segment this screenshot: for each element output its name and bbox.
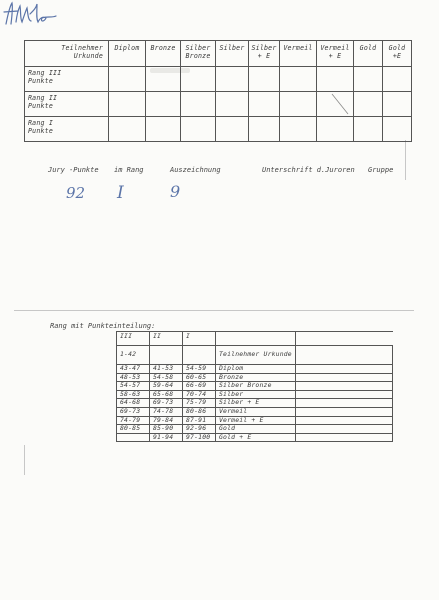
points-cell: [216, 92, 249, 117]
header-cell: Silber Bronze: [181, 41, 216, 67]
award-name-cell: Gold: [216, 425, 296, 434]
points-cell: [317, 117, 354, 142]
points-cell: [383, 92, 412, 117]
points-range-cell: 58-63: [117, 390, 150, 399]
handwritten-award: 9: [170, 182, 181, 201]
points-cell: [146, 117, 181, 142]
table-row: [117, 365, 393, 374]
points-cell: [146, 67, 181, 92]
points-cell: [146, 92, 181, 117]
points-range-cell: 66-69: [183, 382, 216, 391]
points-cell: [181, 92, 216, 117]
header-cell: Diplom: [109, 41, 146, 67]
rank-column-header: I: [183, 332, 216, 346]
points-range-cell: 70-74: [183, 390, 216, 399]
scan-line: [24, 445, 25, 475]
points-cell: [354, 92, 383, 117]
row-label: Rang II Punkte: [25, 92, 109, 117]
points-cell: [383, 67, 412, 92]
points-range-cell: 1-42: [117, 346, 150, 365]
header-cell: Silber + E: [249, 41, 280, 67]
header-cell: Bronze: [146, 41, 181, 67]
rank-column-header: III: [117, 332, 150, 346]
points-cell: [317, 67, 354, 92]
points-cell: [280, 92, 317, 117]
points-range-cell: 80-86: [183, 407, 216, 416]
points-range-cell: 85-90: [150, 425, 183, 434]
award-name-cell: Gold + E: [216, 433, 296, 442]
extra-cell: [295, 373, 392, 382]
table-row: [117, 382, 393, 391]
points-range-cell: 54-59: [183, 365, 216, 374]
points-cell: [354, 117, 383, 142]
extra-cell: [295, 433, 392, 442]
points-cell: [280, 67, 317, 92]
points-range-cell: 60-65: [183, 373, 216, 382]
extra-column-header: [295, 332, 392, 346]
scan-line: [405, 140, 406, 180]
points-range-cell: 65-68: [150, 390, 183, 399]
points-cell: [249, 92, 280, 117]
extra-cell: [295, 365, 392, 374]
points-cell: [109, 92, 146, 117]
points-range-cell: [183, 346, 216, 365]
points-range-cell: 48-53: [117, 373, 150, 382]
points-range-cell: 69-73: [150, 399, 183, 408]
row-label: Rang I Punkte: [25, 117, 109, 142]
points-range-cell: 79-84: [150, 416, 183, 425]
points-range-cell: 74-78: [150, 407, 183, 416]
extra-cell: [295, 425, 392, 434]
award-name-cell: Vermeil: [216, 407, 296, 416]
header-cell: Vermeil: [280, 41, 317, 67]
award-name-cell: Silber: [216, 390, 296, 399]
points-range-cell: 75-79: [183, 399, 216, 408]
table-row: [117, 433, 393, 442]
points-range-cell: 41-53: [150, 365, 183, 374]
points-cell: [109, 67, 146, 92]
award-name-cell: Silber Bronze: [216, 382, 296, 391]
points-range-cell: 43-47: [117, 365, 150, 374]
header-cell: Silber: [216, 41, 249, 67]
ranking-body: [117, 346, 393, 442]
points-range-cell: 64-68: [117, 399, 150, 408]
award-matrix-table: [24, 40, 412, 142]
points-range-cell: 59-64: [150, 382, 183, 391]
extra-cell: [295, 407, 392, 416]
points-ranking-table: [116, 331, 393, 442]
points-cell: [249, 67, 280, 92]
row-label: Rang III Punkte: [25, 67, 109, 92]
handwritten-points: 92: [66, 184, 86, 202]
rank-column-header: II: [150, 332, 183, 346]
extra-cell: [295, 382, 392, 391]
points-range-cell: 74-79: [117, 416, 150, 425]
header-cell: Vermeil + E: [317, 41, 354, 67]
points-range-cell: [150, 346, 183, 365]
points-cell: [216, 67, 249, 92]
points-cell: [181, 117, 216, 142]
signature-label: Unterschrift d.Juroren: [262, 166, 355, 174]
table-row: [117, 407, 393, 416]
table-header-row: [25, 41, 412, 67]
header-cell: Gold: [354, 41, 383, 67]
points-range-cell: 69-73: [117, 407, 150, 416]
points-range-cell: 54-58: [150, 373, 183, 382]
jury-points-label: Jury -Punkte: [48, 166, 99, 174]
group-label: Gruppe: [368, 166, 394, 174]
award-column-header: [216, 332, 296, 346]
points-cell: [109, 117, 146, 142]
award-name-cell: Teilnehmer Urkunde: [216, 346, 296, 365]
points-range-cell: 91-94: [150, 433, 183, 442]
points-range-cell: 54-57: [117, 382, 150, 391]
points-cell: [280, 117, 317, 142]
award-name-cell: Vermeil + E: [216, 416, 296, 425]
points-cell: [383, 117, 412, 142]
header-cell: Teilnehmer Urkunde: [25, 41, 109, 67]
award-name-cell: Silber + E: [216, 399, 296, 408]
points-range-cell: 87-91: [183, 416, 216, 425]
handwritten-rank: I: [117, 183, 124, 203]
award-label: Auszeichnung: [170, 166, 221, 174]
table-header-row: [117, 332, 393, 346]
extra-cell: [295, 399, 392, 408]
points-cell: [181, 67, 216, 92]
table-row: [117, 425, 393, 434]
table-row: [25, 117, 412, 142]
header-cell: Gold +E: [383, 41, 412, 67]
points-cell: [354, 67, 383, 92]
extra-cell: [295, 390, 392, 399]
points-range-cell: 97-100: [183, 433, 216, 442]
table-row: [25, 92, 412, 117]
award-name-cell: Bronze: [216, 373, 296, 382]
table-row: [25, 67, 412, 92]
award-name-cell: Diplom: [216, 365, 296, 374]
rank-label: im Rang: [114, 166, 144, 174]
table-row: [117, 346, 393, 365]
extra-cell: [295, 346, 392, 365]
points-cell: [216, 117, 249, 142]
points-range-cell: 92-96: [183, 425, 216, 434]
juror-signature-icon: [0, 0, 70, 28]
points-range-cell: [117, 433, 150, 442]
scan-line: [14, 310, 414, 311]
points-cell: [249, 117, 280, 142]
extra-cell: [295, 416, 392, 425]
points-range-cell: 80-85: [117, 425, 150, 434]
ranking-title: Rang mit Punkteinteilung:: [50, 322, 156, 330]
pencil-stroke-mark: [330, 92, 350, 118]
